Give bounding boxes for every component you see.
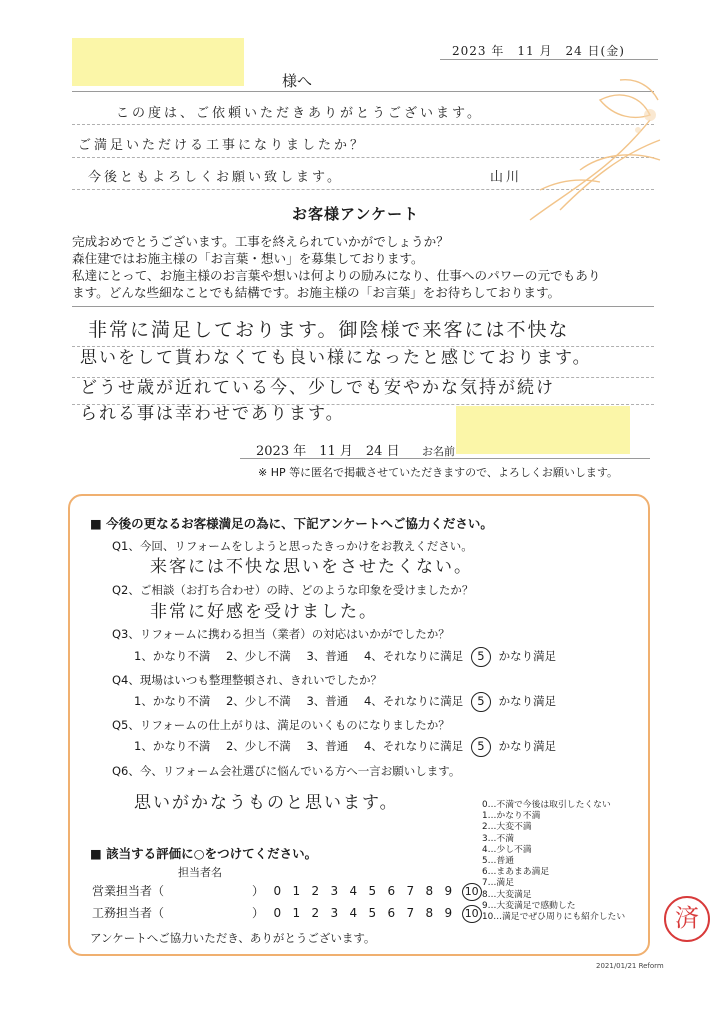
rating-heading: ■ 該当する評価に○をつけてください。 bbox=[90, 846, 318, 861]
paren: ） bbox=[252, 906, 265, 920]
paren: ） bbox=[252, 884, 265, 898]
redacted-customer-name bbox=[72, 38, 244, 86]
legend-item: 8…大変満足 bbox=[482, 889, 532, 900]
construction-staff-label: 工務担当者（ bbox=[92, 906, 165, 920]
digit-1[interactable]: 1 bbox=[292, 906, 301, 920]
scale-option-5-selected[interactable]: 5 bbox=[471, 647, 491, 667]
survey-intro-4: ます。どんな些細なことでも結構です。お施主様の「お言葉」をお待ちしております。 bbox=[72, 285, 561, 300]
question-6: Q6、今、リフォーム会社選びに悩んでいる方へ一言お願いします。 bbox=[112, 764, 461, 778]
digit-2[interactable]: 2 bbox=[311, 906, 320, 920]
approval-stamp: 済 bbox=[664, 896, 710, 942]
digit-1[interactable]: 1 bbox=[292, 884, 301, 898]
scale-option-3[interactable]: 3、普通 bbox=[306, 739, 349, 753]
question-1: Q1、今回、リフォームをしようと思ったきっかけをお教えください。 bbox=[112, 539, 473, 553]
digit-5[interactable]: 5 bbox=[368, 906, 377, 920]
scale-option-1[interactable]: 1、かなり不満 bbox=[134, 694, 211, 708]
digit-0[interactable]: 0 bbox=[273, 884, 282, 898]
scale-option-5-selected[interactable]: 5 bbox=[471, 737, 491, 757]
legend-item: 6…まあまあ満足 bbox=[482, 867, 550, 878]
thanks-message: アンケートへご協力いただき、ありがとうございます。 bbox=[90, 931, 376, 945]
legend-item: 9…大変満足で感動した bbox=[482, 900, 576, 911]
scale-option-2[interactable]: 2、少し不満 bbox=[225, 739, 291, 753]
sales-staff-label: 営業担当者（ bbox=[92, 884, 165, 898]
construction-rating-row bbox=[92, 904, 482, 923]
sales-rating-row bbox=[92, 882, 482, 901]
letter-date: 2023 年 11 月 24 日(金) bbox=[452, 44, 625, 58]
scale-option-4[interactable]: 4、それなりに満足 bbox=[363, 694, 464, 708]
question-4: Q4、現場はいつも整理整頓され、きれいでしたか？ bbox=[112, 673, 383, 687]
construction-digits bbox=[268, 906, 462, 920]
rule bbox=[72, 306, 654, 307]
message-line-1: この度は、ご依頼いただきありがとうございます。 bbox=[116, 106, 483, 121]
scale-option-5-label: かなり満足 bbox=[498, 739, 557, 753]
sales-digits bbox=[268, 884, 462, 898]
scale-option-3[interactable]: 3、普通 bbox=[306, 649, 349, 663]
legend-item: 4…少し不満 bbox=[482, 844, 532, 855]
answer-2: 非常に好感を受けました。 bbox=[150, 602, 378, 622]
name-label: お名前 bbox=[422, 445, 455, 458]
comment-line-4: られる事は幸わせであります。 bbox=[80, 404, 345, 424]
bird-illustration bbox=[500, 60, 680, 230]
scale-option-1[interactable]: 1、かなり不満 bbox=[134, 739, 211, 753]
digit-4[interactable]: 4 bbox=[349, 906, 358, 920]
digit-0[interactable]: 0 bbox=[273, 906, 282, 920]
legend-item: 1…かなり不満 bbox=[482, 811, 541, 822]
construction-rating-10-selected[interactable]: 10 bbox=[462, 905, 482, 923]
question-3: Q3、リフォームに携わる担当（業者）の対応はいかがでしたか？ bbox=[112, 627, 450, 641]
recipient-suffix: 様へ bbox=[282, 72, 313, 90]
scale-option-1[interactable]: 1、かなり不満 bbox=[134, 649, 211, 663]
answer-6: 思いがかなうものと思います。 bbox=[134, 793, 399, 813]
comment-line-3: どうせ歳が近れている今、少しでも安やかな気持が続け bbox=[80, 378, 555, 398]
scale-option-5-selected[interactable]: 5 bbox=[471, 692, 491, 712]
question-2: Q2、ご相談（お打ち合わせ）の時、どのような印象を受けましたか？ bbox=[112, 583, 474, 597]
signature: 山川 bbox=[490, 170, 523, 185]
digit-7[interactable]: 7 bbox=[406, 884, 415, 898]
form-version: 2021/01/21 Reform bbox=[596, 962, 664, 970]
staff-name-label: 担当者名 bbox=[178, 866, 222, 879]
digit-9[interactable]: 9 bbox=[444, 884, 453, 898]
digit-4[interactable]: 4 bbox=[349, 884, 358, 898]
survey-intro-3: 私達にとって、お施主様のお言葉や想いは何よりの励みになり、仕事へのパワーの元でもあり bbox=[72, 268, 601, 283]
message-line-3: 今後ともよろしくお願い致します。 bbox=[88, 170, 343, 185]
digit-3[interactable]: 3 bbox=[330, 884, 339, 898]
date-underline bbox=[240, 458, 650, 459]
scale-option-5-label: かなり満足 bbox=[498, 694, 557, 708]
digit-8[interactable]: 8 bbox=[425, 906, 434, 920]
scale-option-4[interactable]: 4、それなりに満足 bbox=[363, 649, 464, 663]
legend-item: 0…不満で今後は取引したくない bbox=[482, 800, 611, 810]
scale-option-2[interactable]: 2、少し不満 bbox=[225, 694, 291, 708]
rating-scale-q4 bbox=[134, 692, 556, 712]
survey-intro-1: 完成おめでとうございます。工事を終えられていかがでしょうか？ bbox=[72, 234, 449, 249]
digit-5[interactable]: 5 bbox=[368, 884, 377, 898]
comment-line-1: 非常に満足しております。御陰様で来客には不快な bbox=[88, 319, 570, 341]
message-line-2: ご満足いただける工事になりましたか？ bbox=[78, 138, 367, 153]
answer-1: 来客には不快な思いをさせたくない。 bbox=[150, 557, 473, 577]
legend-item: 10…満足でぜひ周りにも紹介したい bbox=[482, 912, 626, 923]
digit-9[interactable]: 9 bbox=[444, 906, 453, 920]
digit-2[interactable]: 2 bbox=[311, 884, 320, 898]
legend-item: 7…満足 bbox=[482, 878, 514, 889]
comment-date: 2023 年 11 月 24 日 bbox=[256, 444, 400, 459]
redacted-name bbox=[456, 406, 630, 454]
digit-6[interactable]: 6 bbox=[387, 884, 396, 898]
comment-line-2: 思いをして貰わなくても良い様になったと感じております。 bbox=[80, 348, 592, 368]
digit-3[interactable]: 3 bbox=[330, 906, 339, 920]
anonymity-note: ※ HP 等に匿名で掲載させていただきますので、よろしくお願いします。 bbox=[258, 466, 619, 479]
question-5: Q5、リフォームの仕上がりは、満足のいくものになりましたか？ bbox=[112, 718, 450, 732]
legend-item: 5…普通 bbox=[482, 856, 514, 867]
scale-option-5-label: かなり満足 bbox=[498, 649, 557, 663]
survey-intro-2: 森住建ではお施主様の「お言葉・想い」を募集しております。 bbox=[72, 251, 424, 266]
legend-item: 3…不満 bbox=[482, 833, 514, 844]
digit-8[interactable]: 8 bbox=[425, 884, 434, 898]
legend-item: 2…大変不満 bbox=[482, 822, 532, 833]
digit-6[interactable]: 6 bbox=[387, 906, 396, 920]
rating-scale-q3 bbox=[134, 647, 556, 667]
rating-scale-q5 bbox=[134, 737, 556, 757]
questionnaire-heading: ■ 今後の更なるお客様満足の為に、下記アンケートへご協力ください。 bbox=[90, 516, 493, 531]
digit-7[interactable]: 7 bbox=[406, 906, 415, 920]
rating-legend bbox=[482, 800, 625, 923]
scale-option-2[interactable]: 2、少し不満 bbox=[225, 649, 291, 663]
scale-option-4[interactable]: 4、それなりに満足 bbox=[363, 739, 464, 753]
survey-title: お客様アンケート bbox=[292, 205, 420, 223]
sales-rating-10-selected[interactable]: 10 bbox=[462, 883, 482, 901]
scale-option-3[interactable]: 3、普通 bbox=[306, 694, 349, 708]
